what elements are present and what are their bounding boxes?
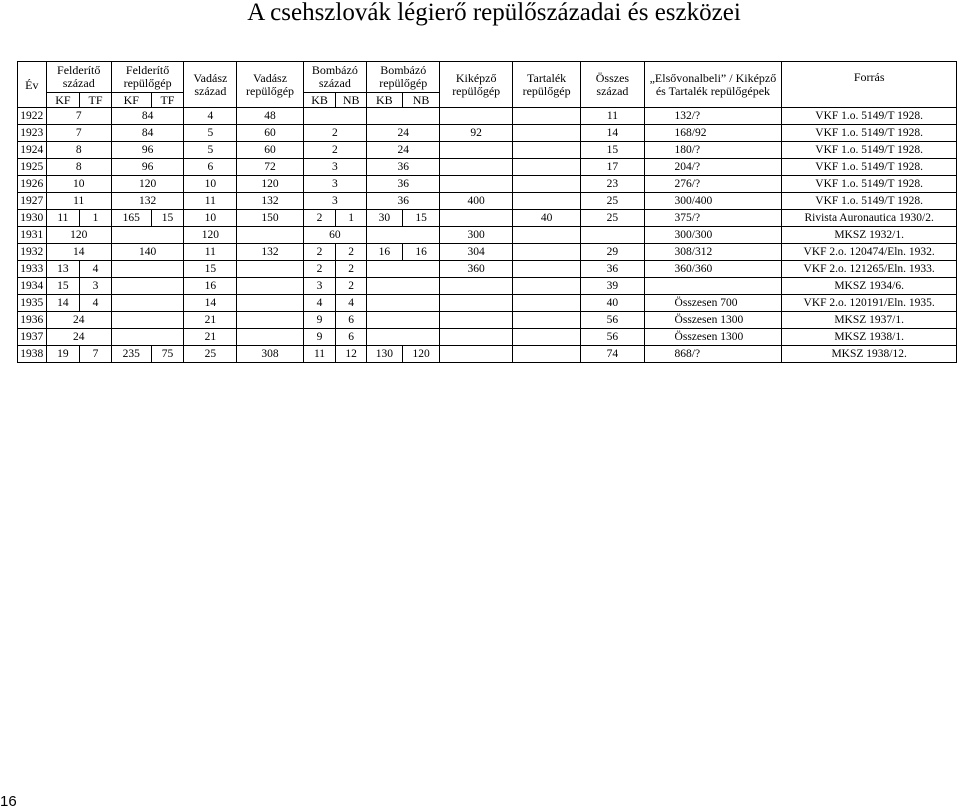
cell-osszes-szazad: 25	[581, 210, 644, 227]
cell-osszes-szazad: 23	[581, 176, 644, 193]
cell-vadasz-szazad: 15	[184, 261, 237, 278]
cell-bombazo-szazad: 3	[303, 193, 366, 210]
fleet-table	[17, 61, 957, 363]
header-vadasz-szazad: Vadász század	[184, 62, 237, 108]
page-number: 16	[0, 793, 17, 810]
table-row	[18, 312, 957, 329]
cell-felderito-repulogep	[111, 329, 183, 346]
cell-ev: 1925	[18, 159, 47, 176]
cell-bombazo-szazad-nb: 6	[336, 312, 367, 329]
cell-elsovonalbeli: Összesen 1300	[644, 329, 782, 346]
cell-forras: MKSZ 1938/1.	[782, 329, 957, 346]
cell-ev: 1932	[18, 244, 47, 261]
cell-osszes-szazad: 11	[581, 108, 644, 125]
cell-forras: VKF 1.o. 5149/T 1928.	[782, 176, 957, 193]
cell-bombazo-szazad: 60	[303, 227, 366, 244]
cell-forras: Rivista Auronautica 1930/2.	[782, 210, 957, 227]
table-row	[18, 278, 957, 295]
header-kikepzo-repulogep: Kiképző repülőgép	[440, 62, 512, 108]
cell-tartalek-repulogep	[512, 125, 580, 142]
cell-kikepzo-repulogep	[440, 295, 512, 312]
cell-osszes-szazad: 15	[581, 142, 644, 159]
table-row	[18, 346, 957, 363]
cell-tartalek-repulogep	[512, 278, 580, 295]
cell-felderito-szazad: 14	[46, 244, 111, 261]
table-row	[18, 244, 957, 261]
cell-ev: 1937	[18, 329, 47, 346]
cell-ev: 1922	[18, 108, 47, 125]
cell-bombazo-repulogep-kb: 130	[366, 346, 402, 363]
cell-bombazo-szazad-nb: 2	[336, 244, 367, 261]
cell-bombazo-repulogep: 36	[366, 193, 439, 210]
header-felderito-szazad-kf: KF	[46, 93, 80, 108]
cell-bombazo-szazad-nb: 6	[336, 329, 367, 346]
cell-felderito-repulogep	[111, 278, 183, 295]
cell-bombazo-repulogep: 24	[366, 125, 439, 142]
cell-bombazo-repulogep	[366, 329, 439, 346]
cell-bombazo-repulogep	[366, 278, 439, 295]
cell-felderito-szazad-kf: 11	[46, 210, 80, 227]
cell-bombazo-szazad: 2	[303, 125, 366, 142]
cell-bombazo-szazad-nb: 12	[336, 346, 367, 363]
cell-bombazo-szazad: 2	[303, 142, 366, 159]
cell-forras: MKSZ 1937/1.	[782, 312, 957, 329]
cell-ev: 1931	[18, 227, 47, 244]
cell-felderito-szazad-kf: 15	[46, 278, 80, 295]
header-tartalek-repulogep: Tartalék repülőgép	[512, 62, 580, 108]
cell-elsovonalbeli: 168/92	[644, 125, 782, 142]
cell-tartalek-repulogep	[512, 108, 580, 125]
cell-forras: MKSZ 1938/12.	[782, 346, 957, 363]
cell-osszes-szazad: 25	[581, 193, 644, 210]
cell-vadasz-szazad: 21	[184, 329, 237, 346]
cell-bombazo-szazad-kb: 11	[303, 346, 336, 363]
cell-felderito-repulogep	[111, 227, 183, 244]
header-forras: Forrás	[782, 62, 957, 108]
cell-tartalek-repulogep	[512, 176, 580, 193]
cell-kikepzo-repulogep: 360	[440, 261, 512, 278]
cell-bombazo-repulogep	[366, 312, 439, 329]
cell-felderito-szazad: 7	[46, 108, 111, 125]
cell-ev: 1924	[18, 142, 47, 159]
cell-elsovonalbeli: 300/300	[644, 227, 782, 244]
cell-ev: 1923	[18, 125, 47, 142]
cell-bombazo-szazad: 3	[303, 176, 366, 193]
table-row	[18, 176, 957, 193]
cell-kikepzo-repulogep: 300	[440, 227, 512, 244]
cell-felderito-szazad: 7	[46, 125, 111, 142]
cell-felderito-szazad: 24	[46, 312, 111, 329]
cell-vadasz-szazad: 25	[184, 346, 237, 363]
cell-elsovonalbeli: 300/400	[644, 193, 782, 210]
cell-felderito-szazad-tf: 4	[80, 261, 112, 278]
cell-felderito-szazad-kf: 13	[46, 261, 80, 278]
cell-felderito-repulogep	[111, 295, 183, 312]
cell-osszes-szazad	[581, 227, 644, 244]
header-elsovonalbeli: „Elsővonalbeli” / Kiképző és Tartalék repülőgépek	[644, 62, 782, 108]
cell-felderito-repulogep-kf: 165	[111, 210, 151, 227]
cell-elsovonalbeli: 868/?	[644, 346, 782, 363]
cell-vadasz-repulogep	[237, 312, 303, 329]
cell-ev: 1936	[18, 312, 47, 329]
table-body	[18, 108, 957, 363]
cell-felderito-repulogep: 84	[111, 108, 183, 125]
cell-bombazo-repulogep-kb: 30	[366, 210, 402, 227]
cell-forras: VKF 1.o. 5149/T 1928.	[782, 193, 957, 210]
header-bombazo-repulogep-nb: NB	[402, 93, 440, 108]
cell-bombazo-repulogep	[366, 261, 439, 278]
header-bombazo-szazad: Bombázó század	[303, 62, 366, 93]
cell-tartalek-repulogep	[512, 142, 580, 159]
cell-osszes-szazad: 40	[581, 295, 644, 312]
cell-forras: VKF 2.o. 120474/Eln. 1932.	[782, 244, 957, 261]
header-felderito-szazad-tf: TF	[80, 93, 112, 108]
cell-vadasz-szazad: 14	[184, 295, 237, 312]
cell-osszes-szazad: 17	[581, 159, 644, 176]
cell-elsovonalbeli: 180/?	[644, 142, 782, 159]
cell-felderito-repulogep: 120	[111, 176, 183, 193]
cell-vadasz-szazad: 16	[184, 278, 237, 295]
cell-bombazo-szazad	[303, 108, 366, 125]
table-header	[18, 62, 957, 108]
cell-bombazo-szazad-nb: 2	[336, 261, 367, 278]
cell-forras: MKSZ 1932/1.	[782, 227, 957, 244]
cell-tartalek-repulogep	[512, 346, 580, 363]
cell-felderito-szazad: 8	[46, 142, 111, 159]
header-bombazo-szazad-nb: NB	[336, 93, 367, 108]
cell-felderito-szazad: 8	[46, 159, 111, 176]
cell-vadasz-repulogep	[237, 227, 303, 244]
cell-osszes-szazad: 74	[581, 346, 644, 363]
cell-ev: 1930	[18, 210, 47, 227]
cell-tartalek-repulogep	[512, 329, 580, 346]
header-vadasz-repulogep: Vadász repülőgép	[237, 62, 303, 108]
cell-tartalek-repulogep: 40	[512, 210, 580, 227]
table-row	[18, 125, 957, 142]
cell-vadasz-szazad: 10	[184, 176, 237, 193]
table-row	[18, 193, 957, 210]
cell-felderito-repulogep: 132	[111, 193, 183, 210]
header-felderito-repulogep: Felderítő repülőgép	[111, 62, 183, 93]
cell-tartalek-repulogep	[512, 227, 580, 244]
cell-elsovonalbeli: Összesen 700	[644, 295, 782, 312]
table-row	[18, 108, 957, 125]
header-felderito-repulogep-tf: TF	[151, 93, 184, 108]
cell-elsovonalbeli: 132/?	[644, 108, 782, 125]
cell-vadasz-repulogep	[237, 295, 303, 312]
cell-elsovonalbeli	[644, 278, 782, 295]
cell-ev: 1933	[18, 261, 47, 278]
cell-vadasz-repulogep: 150	[237, 210, 303, 227]
cell-elsovonalbeli: 204/?	[644, 159, 782, 176]
cell-felderito-szazad-kf: 19	[46, 346, 80, 363]
cell-kikepzo-repulogep: 400	[440, 193, 512, 210]
cell-bombazo-repulogep	[366, 227, 439, 244]
cell-osszes-szazad: 56	[581, 312, 644, 329]
cell-kikepzo-repulogep	[440, 346, 512, 363]
cell-bombazo-szazad-kb: 2	[303, 210, 336, 227]
cell-bombazo-repulogep-nb: 16	[402, 244, 440, 261]
cell-felderito-szazad: 24	[46, 329, 111, 346]
table-row	[18, 142, 957, 159]
cell-vadasz-repulogep: 132	[237, 193, 303, 210]
cell-vadasz-szazad: 5	[184, 142, 237, 159]
cell-tartalek-repulogep	[512, 295, 580, 312]
cell-felderito-repulogep-tf: 15	[151, 210, 184, 227]
cell-kikepzo-repulogep	[440, 278, 512, 295]
cell-felderito-repulogep: 84	[111, 125, 183, 142]
cell-bombazo-repulogep	[366, 295, 439, 312]
cell-tartalek-repulogep	[512, 244, 580, 261]
header-felderito-szazad: Felderítő század	[46, 62, 111, 93]
cell-elsovonalbeli: Összesen 1300	[644, 312, 782, 329]
cell-osszes-szazad: 56	[581, 329, 644, 346]
cell-kikepzo-repulogep	[440, 329, 512, 346]
cell-vadasz-szazad: 5	[184, 125, 237, 142]
cell-kikepzo-repulogep: 304	[440, 244, 512, 261]
cell-bombazo-repulogep: 24	[366, 142, 439, 159]
cell-ev: 1935	[18, 295, 47, 312]
cell-forras: VKF 1.o. 5149/T 1928.	[782, 125, 957, 142]
table-row	[18, 329, 957, 346]
cell-bombazo-szazad-kb: 2	[303, 261, 336, 278]
cell-kikepzo-repulogep: 92	[440, 125, 512, 142]
header-bombazo-repulogep: Bombázó repülőgép	[366, 62, 439, 93]
cell-forras: VKF 2.o. 121265/Eln. 1933.	[782, 261, 957, 278]
cell-felderito-szazad-kf: 14	[46, 295, 80, 312]
cell-kikepzo-repulogep	[440, 159, 512, 176]
cell-felderito-repulogep-tf: 75	[151, 346, 184, 363]
cell-kikepzo-repulogep	[440, 176, 512, 193]
cell-felderito-repulogep	[111, 312, 183, 329]
cell-bombazo-repulogep: 36	[366, 159, 439, 176]
cell-forras: VKF 1.o. 5149/T 1928.	[782, 159, 957, 176]
cell-vadasz-repulogep	[237, 329, 303, 346]
cell-vadasz-szazad: 6	[184, 159, 237, 176]
header-felderito-repulogep-kf: KF	[111, 93, 151, 108]
cell-felderito-szazad-tf: 1	[80, 210, 112, 227]
cell-vadasz-szazad: 11	[184, 244, 237, 261]
cell-vadasz-repulogep: 60	[237, 125, 303, 142]
table-row	[18, 210, 957, 227]
cell-ev: 1926	[18, 176, 47, 193]
header-bombazo-szazad-kb: KB	[303, 93, 336, 108]
cell-elsovonalbeli: 375/?	[644, 210, 782, 227]
cell-elsovonalbeli: 276/?	[644, 176, 782, 193]
document-title: A csehszlovák légierő repülőszázadai és eszközei	[247, 0, 741, 26]
cell-elsovonalbeli: 360/360	[644, 261, 782, 278]
cell-elsovonalbeli: 308/312	[644, 244, 782, 261]
cell-osszes-szazad: 14	[581, 125, 644, 142]
cell-bombazo-repulogep-kb: 16	[366, 244, 402, 261]
header-osszes-szazad: Összes század	[581, 62, 644, 108]
cell-tartalek-repulogep	[512, 261, 580, 278]
cell-tartalek-repulogep	[512, 312, 580, 329]
cell-vadasz-szazad: 10	[184, 210, 237, 227]
cell-vadasz-repulogep: 120	[237, 176, 303, 193]
cell-felderito-szazad-tf: 4	[80, 295, 112, 312]
cell-bombazo-szazad-nb: 2	[336, 278, 367, 295]
cell-vadasz-repulogep: 132	[237, 244, 303, 261]
cell-vadasz-repulogep: 48	[237, 108, 303, 125]
cell-felderito-szazad: 11	[46, 193, 111, 210]
cell-felderito-szazad-tf: 3	[80, 278, 112, 295]
cell-forras: VKF 1.o. 5149/T 1928.	[782, 142, 957, 159]
cell-vadasz-repulogep: 60	[237, 142, 303, 159]
cell-bombazo-repulogep	[366, 108, 439, 125]
cell-vadasz-repulogep: 72	[237, 159, 303, 176]
cell-bombazo-szazad-kb: 9	[303, 329, 336, 346]
cell-felderito-repulogep: 140	[111, 244, 183, 261]
cell-bombazo-szazad-nb: 4	[336, 295, 367, 312]
cell-bombazo-szazad-nb: 1	[336, 210, 367, 227]
cell-ev: 1934	[18, 278, 47, 295]
cell-bombazo-szazad-kb: 2	[303, 244, 336, 261]
cell-vadasz-repulogep	[237, 278, 303, 295]
cell-vadasz-szazad: 120	[184, 227, 237, 244]
cell-felderito-repulogep-kf: 235	[111, 346, 151, 363]
cell-kikepzo-repulogep	[440, 108, 512, 125]
cell-bombazo-repulogep-nb: 120	[402, 346, 440, 363]
cell-felderito-szazad: 10	[46, 176, 111, 193]
cell-bombazo-szazad-kb: 3	[303, 278, 336, 295]
table-row	[18, 227, 957, 244]
cell-bombazo-repulogep-nb: 15	[402, 210, 440, 227]
cell-forras: VKF 2.o. 120191/Eln. 1935.	[782, 295, 957, 312]
cell-osszes-szazad: 39	[581, 278, 644, 295]
cell-tartalek-repulogep	[512, 193, 580, 210]
cell-forras: MKSZ 1934/6.	[782, 278, 957, 295]
cell-felderito-repulogep: 96	[111, 159, 183, 176]
cell-vadasz-szazad: 4	[184, 108, 237, 125]
cell-bombazo-repulogep: 36	[366, 176, 439, 193]
cell-tartalek-repulogep	[512, 159, 580, 176]
cell-felderito-repulogep	[111, 261, 183, 278]
header-ev: Év	[18, 62, 47, 108]
table-row	[18, 261, 957, 278]
cell-kikepzo-repulogep	[440, 142, 512, 159]
cell-vadasz-szazad: 11	[184, 193, 237, 210]
cell-bombazo-szazad-kb: 4	[303, 295, 336, 312]
cell-vadasz-repulogep: 308	[237, 346, 303, 363]
cell-bombazo-szazad: 3	[303, 159, 366, 176]
cell-vadasz-szazad: 21	[184, 312, 237, 329]
cell-osszes-szazad: 36	[581, 261, 644, 278]
cell-forras: VKF 1.o. 5149/T 1928.	[782, 108, 957, 125]
cell-kikepzo-repulogep	[440, 210, 512, 227]
cell-ev: 1938	[18, 346, 47, 363]
cell-vadasz-repulogep	[237, 261, 303, 278]
table-row	[18, 295, 957, 312]
cell-ev: 1927	[18, 193, 47, 210]
header-bombazo-repulogep-kb: KB	[366, 93, 402, 108]
table-row	[18, 159, 957, 176]
cell-felderito-szazad: 120	[46, 227, 111, 244]
cell-bombazo-szazad-kb: 9	[303, 312, 336, 329]
cell-felderito-repulogep: 96	[111, 142, 183, 159]
cell-felderito-szazad-tf: 7	[80, 346, 112, 363]
cell-osszes-szazad: 29	[581, 244, 644, 261]
cell-kikepzo-repulogep	[440, 312, 512, 329]
